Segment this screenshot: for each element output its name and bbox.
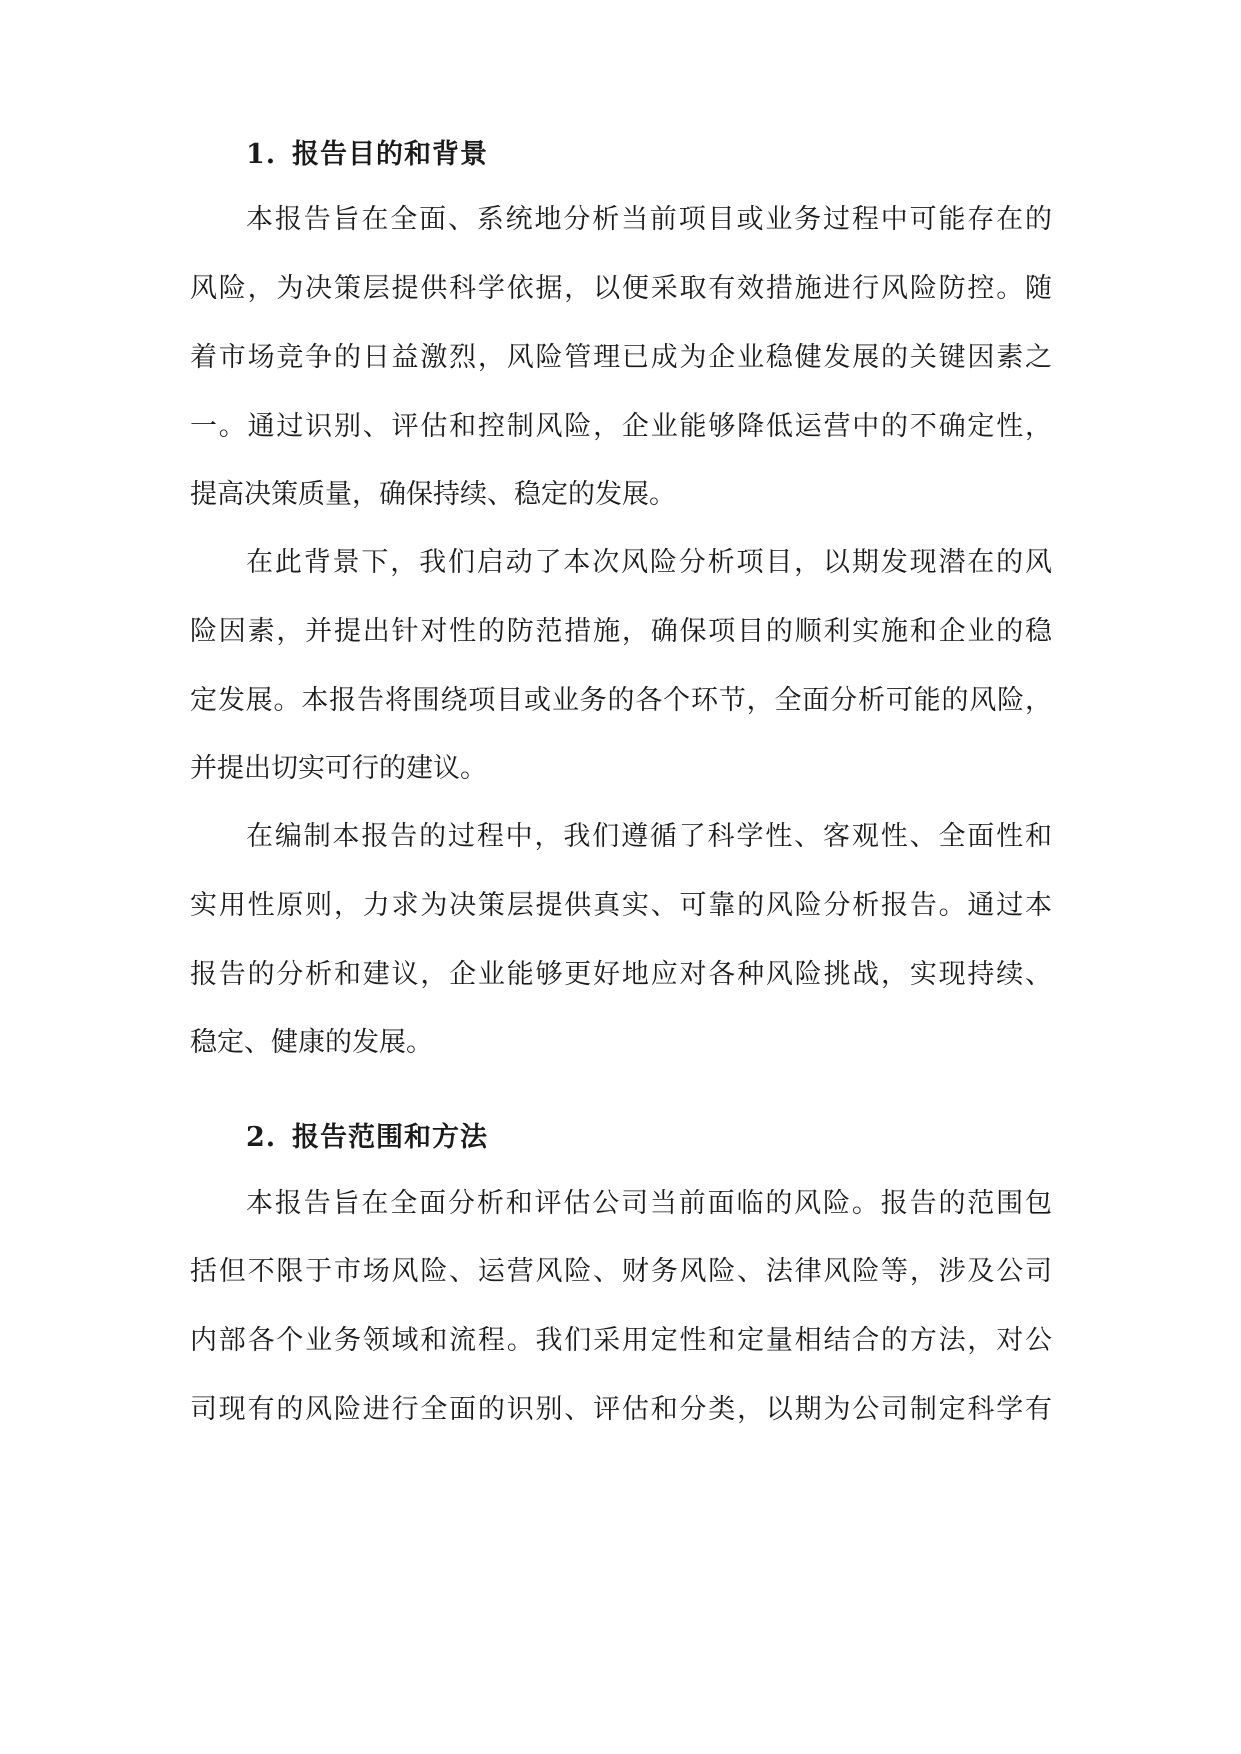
section-number: 2. [246,1122,277,1153]
section-number: 1. [246,139,277,170]
paragraph-line: 着市场竞争的日益激烈，风险管理已成为企业稳健发展的关键因素之 [190,342,1052,373]
paragraph-line: 定发展。本报告将围绕项目或业务的各个环节，全面分析可能的风险， [190,685,1052,716]
paragraph-line: 内部各个业务领域和流程。我们采用定性和定量相结合的方法，对公 [190,1325,1052,1356]
paragraph-line: 并提出切实可行的建议。 [190,753,487,784]
paragraph-line: 括但不限于市场风险、运营风险、财务风险、法律风险等，涉及公司 [190,1256,1052,1287]
paragraph-line: 一。通过识别、评估和控制风险，企业能够降低运营中的不确定性， [190,411,1052,442]
section-title: 报告目的和背景 [292,139,488,170]
paragraph-line: 在此背景下，我们启动了本次风险分析项目，以期发现潜在的风 [246,547,1052,578]
paragraph-line: 司现有的风险进行全面的识别、评估和分类，以期为公司制定科学有 [190,1394,1052,1425]
paragraph-line: 风险，为决策层提供科学依据，以便采取有效措施进行风险防控。随 [190,273,1052,304]
section-title: 报告范围和方法 [292,1122,488,1153]
paragraph-line: 稳定、健康的发展。 [190,1027,433,1058]
paragraph-line: 报告的分析和建议，企业能够更好地应对各种风险挑战，实现持续、 [190,959,1052,990]
paragraph-line: 实用性原则，力求为决策层提供真实、可靠的风险分析报告。通过本 [190,890,1052,921]
paragraph-line: 在编制本报告的过程中，我们遵循了科学性、客观性、全面性和 [246,821,1052,852]
paragraph-line: 本报告旨在全面、系统地分析当前项目或业务过程中可能存在的 [246,204,1052,235]
section-heading-2 [246,1120,488,1156]
paragraph-line: 本报告旨在全面分析和评估公司当前面临的风险。报告的范围包 [246,1188,1052,1219]
paragraph-line: 险因素，并提出针对性的防范措施，确保项目的顺利实施和企业的稳 [190,616,1052,647]
paragraph-line: 提高决策质量，确保持续、稳定的发展。 [190,479,676,510]
section-heading-1 [246,137,488,173]
